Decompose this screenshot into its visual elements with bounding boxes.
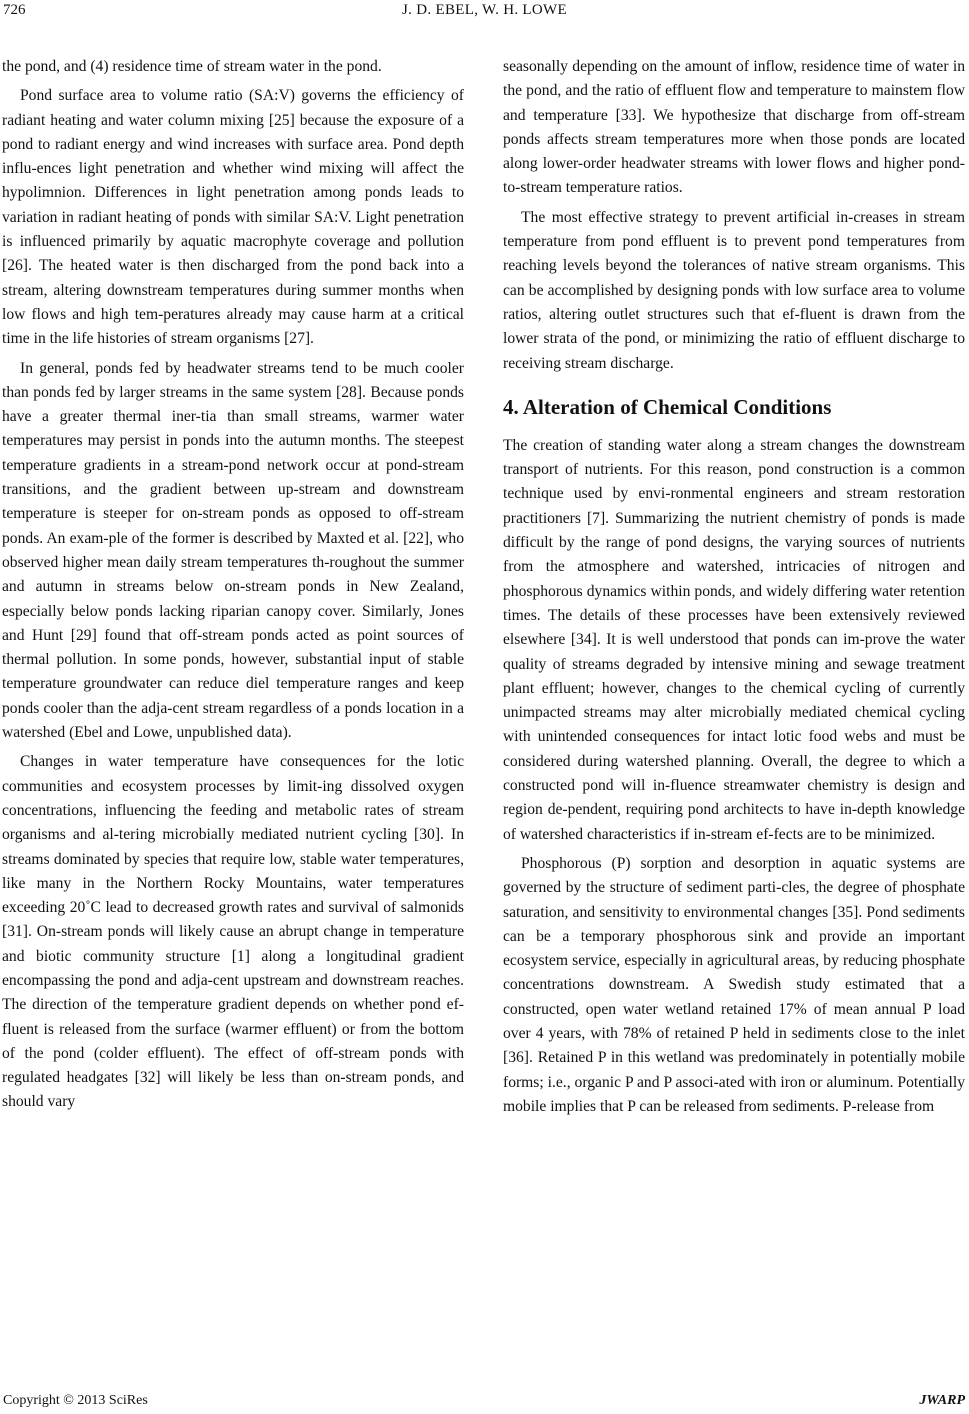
journal-abbreviation: JWARP bbox=[919, 1393, 965, 1408]
left-column bbox=[2, 55, 464, 1115]
copyright-notice: Copyright © 2013 SciRes bbox=[3, 1393, 148, 1408]
paragraph: Pond surface area to volume ratio (SA:V) governs the efficiency of radiant heating and water column mixing [25] because the exposure of a pond to radiant energy and wind increases with surface area. Pond depth influ-ences light penetration and whether wind mixing will affect the hypolimnion. Differences in light penetration among ponds leads to variation in radiant heating of ponds with similar SA:V. Light penetration is influenced primarily by aquatic macrophyte coverage and pollution [26]. The heated water is then discharged from the pond back into a stream, altering downstream temperatures during summer months when low flows and high tem-peratures already may cause harm at a critical time in the life histories of stream organisms [27]. bbox=[2, 87, 464, 348]
paragraph: Changes in water temperature have consequences for the lotic communities and ecosystem processes by limit-ing dissolved oxygen concentrations, influencing the feeding and metabolic rates of stream organisms and al-tering microbially mediated nutrient cycling [30]. In streams dominated by species that require low, stable water temperatures, like many in the Northern Rocky Mountains, water temperatures exceeding 20˚C lead to decreased growth rates and survival of salmonids [31]. On-stream ponds will likely cause an abrupt change in temperature and biotic community structure [1] along a longitudinal gradient encompassing the pond and adja-cent upstream and downstream reaches. The direction of the temperature gradient depends on whether pond ef-fluent is released from the surface (warmer effluent) or from the bottom of the pond (colder effluent). The effect of off-stream ponds with regulated headgates [32] will likely be less than on-stream ponds, and should vary bbox=[2, 753, 464, 1111]
running-head: J. D. EBEL, W. H. LOWE bbox=[402, 2, 567, 18]
right-column bbox=[503, 55, 965, 1119]
paragraph: the pond, and (4) residence time of stream water in the pond. bbox=[2, 58, 382, 75]
page-number: 726 bbox=[3, 2, 26, 18]
paragraph: The creation of standing water along a stream changes the downstream transport of nutrients. For this reason, pond construction is a common technique used by envi-ronmental engineers and stream restoration practitioners [7]. Summarizing the nutrient chemistry of ponds is made difficult by the range of pond designs, the varying sources of nutrients from the atmosphere and watershed, intricacies of nitrogen and phosphorous dynamics within ponds, and widely differing water retention times. The details of these processes have been extensively reviewed elsewhere [34]. It is well understood that ponds can im-prove the water quality of streams degraded by intensive mining and sewage treatment plant effluent; however, changes to the chemical cycling of currently unimpacted streams may alter microbially mediated chemical cycling with unintended consequences for intact lotic food webs and must be considered during watershed planning. Overall, the degree to which a constructed pond will in-fluence streamwater chemistry is design and region de-pendent, requiring pond architects to have in-depth knowledge of watershed characteristics if in-stream ef-fects are to be minimized. bbox=[503, 436, 965, 843]
paragraph: The most effective strategy to prevent artificial in-creases in stream temperature from pond effluent is to prevent pond temperatures from reaching levels beyond the tolerances of native stream organisms. This can be accomplished by designing ponds with low surface area to volume ratios, altering outlet structures such that ef-fluent is drawn from the lower strata of the pond, or minimizing the ratio of effluent discharge to receiving stream discharge. bbox=[503, 208, 965, 372]
paragraph: In general, ponds fed by headwater streams tend to be much cooler than ponds fed by larger streams in the same system [28]. Because ponds have a greater thermal iner-tia than small streams, warmer water temperatures may persist in ponds into the autumn months. The steepest temperature gradients in a stream-pond network occur at pond-stream transitions, and the gradient between up-stream and downstream temperature is steeper for on-stream ponds as opposed to off-stream ponds. An exam-ple of the former is described by Maxted et al. [22], who observed higher mean daily stream temperatures th-roughout the summer and autumn in streams below on-stream ponds in New Zealand, especially below ponds lacking riparian canopy cover. Similarly, Jones and Hunt [29] found that off-stream ponds acted as point sources of thermal pollution. In some ponds, however, substantial input of stable temperature groundwater can reduce diel temperature ranges and keep ponds cooler than the adja-cent stream regardless of a ponds location in a watershed (Ebel and Lowe, unpublished data). bbox=[2, 359, 464, 742]
paragraph: Phosphorous (P) sorption and desorption in aquatic systems are governed by the structure of sediment parti-cles, the degree of phosphate saturation, and sensitivity to environmental changes [35]. Pond sediments can be a temporary phosphorous sink and provide an important ecosystem service, especially in agricultural areas, by reducing phosphate concentrations downstream. A Swedish study estimated that a constructed, open water wetland retained 17% of mean annual P load over 4 years, with 78% of retained P held in sediments close to the inlet [36]. Retained P in this wetland was predominately in potentially mobile forms; i.e., organic P and P associ-ated with iron or aluminum. Potentially mobile implies that P can be released from sediments. P-release from bbox=[503, 854, 965, 1115]
paragraph: seasonally depending on the amount of inflow, residence time of water in the pond, and the ratio of effluent flow and temperature to mainstem flow and temperature [33]. We hypothesize that discharge from off-stream ponds affects stream temperatures more when those ponds are located along lower-order headwater streams with lower flows and higher pond-to-stream temperature ratios. bbox=[503, 58, 965, 197]
section-heading: 4. Alteration of Chemical Conditions bbox=[503, 394, 832, 419]
page-header bbox=[0, 0, 969, 28]
